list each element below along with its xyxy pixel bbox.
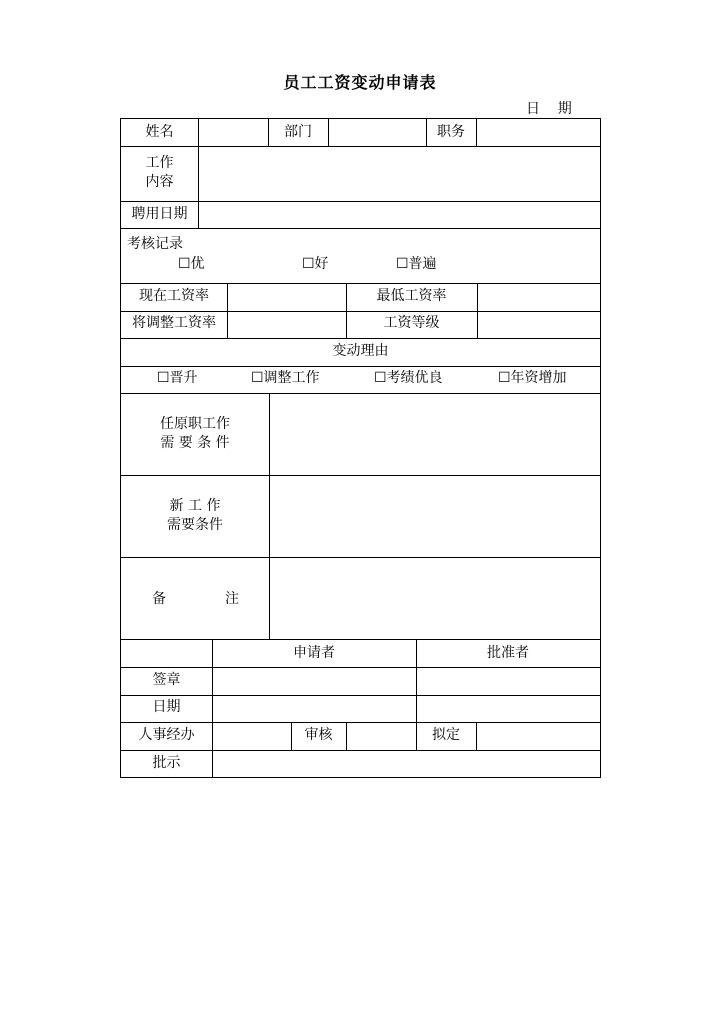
orig-req-label-line2: 需 要 条 件 [160,435,230,451]
salary-change-form [120,118,601,778]
approval-date-label: 日期 [152,699,181,715]
review-label: 审核 [304,727,333,743]
work-label-line2: 内容 [145,174,174,190]
hr-label: 人事经办 [138,727,195,743]
draft-label: 拟定 [432,727,460,743]
applicant-seal-field[interactable] [213,668,415,694]
remark-label-a: 备 [152,591,166,607]
dept-field[interactable] [329,120,425,145]
hire-date-field[interactable] [199,202,599,227]
min-rate-field[interactable] [478,284,599,310]
hr-field[interactable] [213,723,290,749]
reason-option-seniority[interactable]: ☐年资增加 [498,370,567,386]
instruction-field[interactable] [213,751,599,777]
name-field[interactable] [199,120,267,145]
work-label-line1: 工作 [145,155,174,171]
min-rate-label: 最低工资率 [376,288,447,304]
instruction-label: 批示 [152,755,181,771]
new-rate-field[interactable] [228,312,345,337]
position-field[interactable] [477,120,599,145]
new-req-label-line1: 新 工 作 [169,498,221,514]
approver-label: 批准者 [487,645,529,661]
approver-date-field[interactable] [417,696,599,721]
remark-field[interactable] [270,558,599,638]
orig-req-label-line1: 任原职工作 [160,416,230,432]
hire-date-label: 聘用日期 [131,206,188,222]
work-content-field[interactable] [199,147,599,200]
new-rate-label: 将调整工资率 [132,315,216,331]
approver-seal-field[interactable] [417,668,599,694]
orig-req-field[interactable] [270,394,599,474]
current-rate-label: 现在工资率 [139,288,209,304]
draft-field[interactable] [477,723,599,749]
applicant-label: 申请者 [293,645,335,661]
seal-label: 签章 [152,672,181,688]
page-title: 员工工资变动申请表 [283,73,437,92]
remark-label-b: 注 [225,591,239,607]
date-label: 日 期 [526,101,572,117]
eval-option-excellent[interactable]: ☐优 [178,256,205,272]
new-req-label-line2: 需要条件 [167,517,223,533]
review-field[interactable] [347,723,415,749]
new-req-field[interactable] [270,476,599,556]
eval-option-good[interactable]: ☐好 [302,256,329,272]
eval-option-average[interactable]: ☐普遍 [396,256,437,272]
dept-label: 部门 [284,124,312,140]
name-label: 姓名 [145,124,174,140]
applicant-date-field[interactable] [213,696,415,721]
reason-option-adjust-work[interactable]: ☐调整工作 [251,370,320,386]
reason-label: 变动理由 [332,343,389,359]
grade-field[interactable] [478,312,599,337]
evaluation-label: 考核记录 [127,236,183,252]
reason-option-promotion[interactable]: ☐晋升 [157,370,198,386]
reason-option-performance[interactable]: ☐考绩优良 [374,370,443,386]
position-label: 职务 [437,124,465,140]
grade-label: 工资等级 [383,315,440,331]
current-rate-field[interactable] [228,284,345,310]
